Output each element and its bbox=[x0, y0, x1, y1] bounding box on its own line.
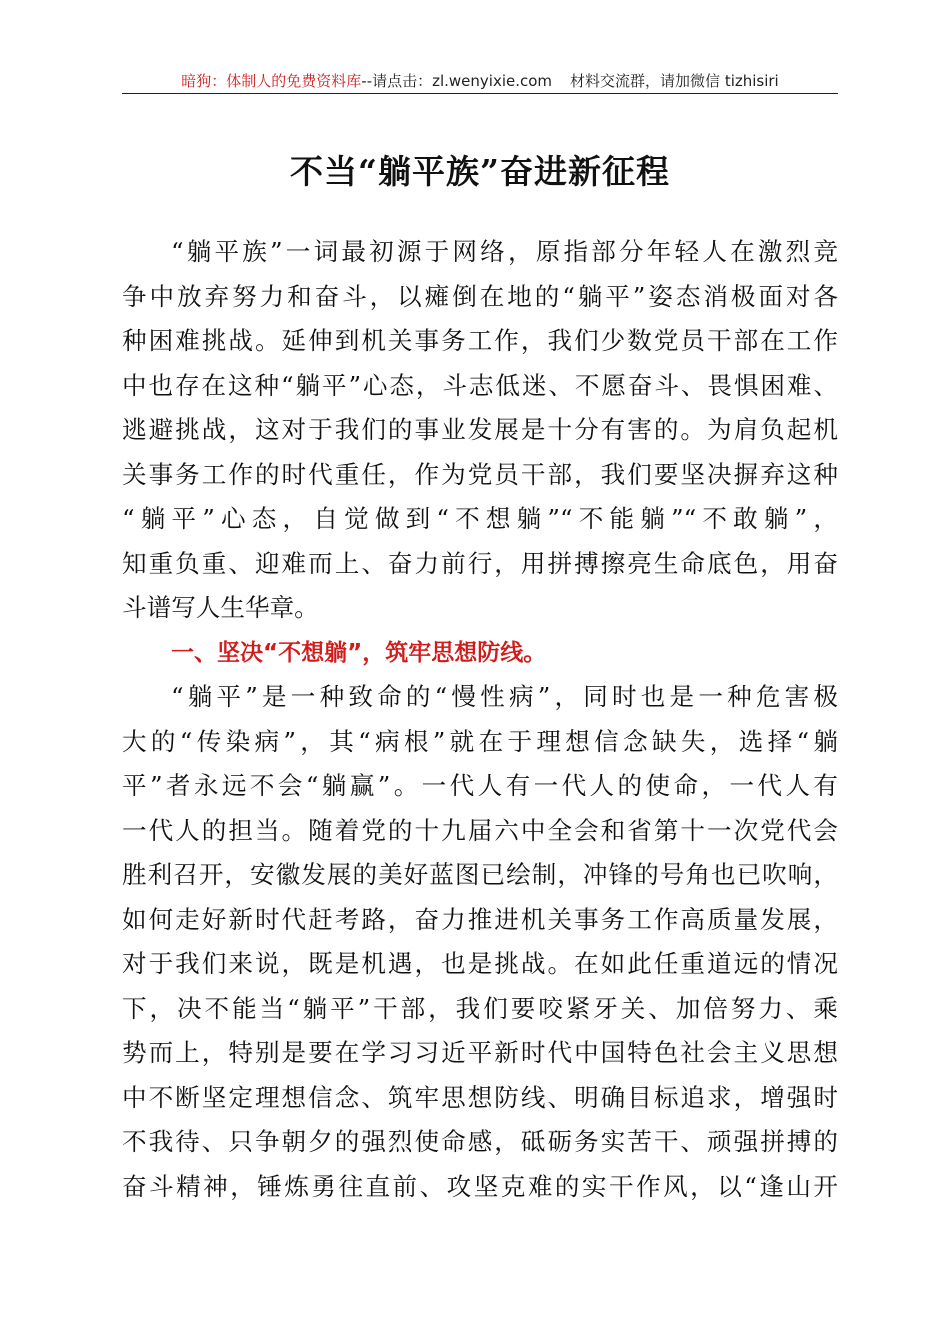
section-line: 胜利召开，安徽发展的美好蓝图已绘制，冲锋的号角也已吹响， bbox=[122, 860, 838, 889]
header-divider bbox=[122, 93, 838, 94]
section-line: 平”者永远不会“躺赢”。一代人有一代人的使命，一代人有 bbox=[122, 771, 838, 800]
section-heading: 一、坚决“不想躺”，筑牢思想防线。 bbox=[171, 639, 547, 666]
header-url-link[interactable]: zl.wenyixie.com bbox=[432, 72, 553, 90]
intro-line: 斗谱写人生华章。 bbox=[122, 593, 319, 622]
section-line: 一代人的担当。随着党的十九届六中全会和省第十一次党代会 bbox=[122, 815, 838, 845]
section-line: 对于我们来说，既是机遇，也是挑战。在如此任重道远的情况 bbox=[122, 949, 838, 978]
document-title: 不当“躺平族”奋进新征程 bbox=[290, 152, 670, 191]
intro-line: 种困难挑战。延伸到机关事务工作，我们少数党员干部在工作 bbox=[122, 326, 838, 355]
intro-line: “躺平”心态，自觉做到“不想躺”“不能躺”“不敢躺”， bbox=[122, 504, 838, 533]
header-group-note: 材料交流群，请加微信 tizhisiri bbox=[570, 72, 779, 90]
section-line: “躺平”是一种致命的“慢性病”，同时也是一种危害极 bbox=[171, 682, 838, 711]
intro-line: 逃避挑战，这对于我们的事业发展是十分有害的。为肩负起机 bbox=[122, 415, 838, 444]
section-line: 如何走好新时代赶考路，奋力推进机关事务工作高质量发展， bbox=[122, 904, 838, 934]
intro-line: “躺平族”一词最初源于网络，原指部分年轻人在激烈竞 bbox=[171, 237, 838, 266]
intro-line: 争中放弃努力和奋斗，以瘫倒在地的“躺平”姿态消极面对各 bbox=[122, 281, 838, 311]
section-line: 不我待、只争朝夕的强烈使命感，砥砺务实苦干、顽强拼搏的 bbox=[122, 1127, 838, 1156]
page-header bbox=[122, 70, 838, 92]
document-body bbox=[122, 230, 838, 1209]
section-line: 奋斗精神，锤炼勇往直前、攻坚克难的实干作风，以“逢山开 bbox=[122, 1171, 838, 1201]
intro-line: 中也存在这种“躺平”心态，斗志低迷、不愿奋斗、畏惧困难、 bbox=[122, 370, 838, 400]
section-line: 势而上，特别是要在学习习近平新时代中国特色社会主义思想 bbox=[122, 1038, 838, 1067]
intro-line: 关事务工作的时代重任，作为党员干部，我们要坚决摒弃这种 bbox=[122, 459, 838, 489]
section-line: 大的“传染病”，其“病根”就在于理想信念缺失，选择“躺 bbox=[122, 726, 838, 756]
section-line: 下，决不能当“躺平”干部，我们要咬紧牙关、加倍努力、乘 bbox=[122, 993, 838, 1023]
header-site-name: 暗狗：体制人的免费资料库 bbox=[181, 72, 362, 90]
intro-line: 知重负重、迎难而上、奋力前行，用拼搏擦亮生命底色，用奋 bbox=[122, 548, 838, 578]
section-line: 中不断坚定理想信念、筑牢思想防线、明确目标追求，增强时 bbox=[122, 1082, 838, 1112]
header-click-prompt: --请点击： bbox=[361, 72, 433, 90]
